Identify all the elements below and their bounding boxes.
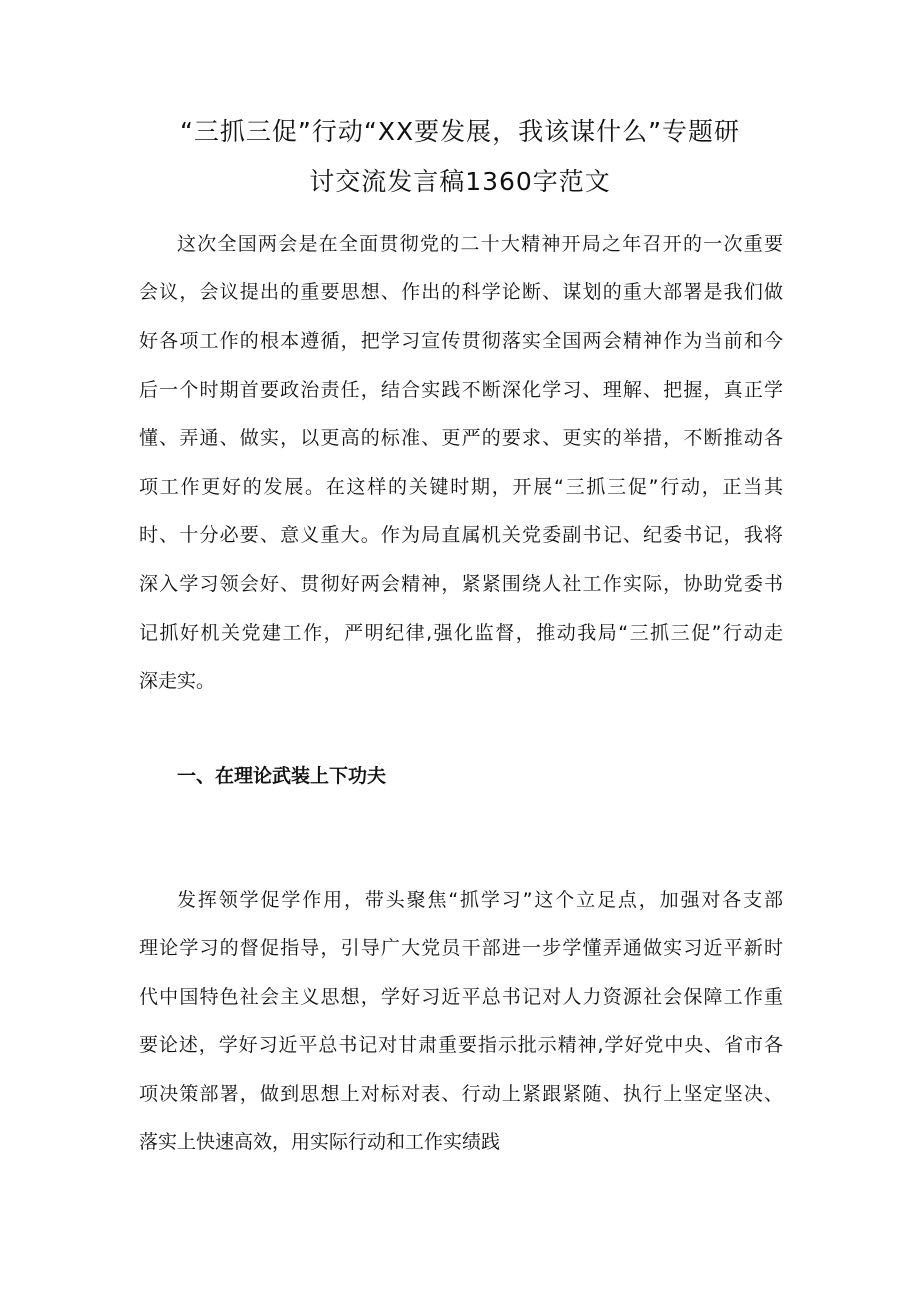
paragraph-line: 时、十分必要、意义重大。作为局直属机关党委副书记、纪委书记，我将 — [139, 524, 783, 546]
title-line-2: 讨交流发言稿1360字范文 — [309, 167, 611, 196]
paragraph-line: 项工作更好的发展。在这样的关键时期，开展“三抓三促”行动，正当其 — [139, 476, 783, 498]
paragraph-line: 落实上快速高效，用实际行动和工作实绩践 — [139, 1131, 501, 1153]
paragraph-line: 这次全国两会是在全面贯彻党的二十大精神开局之年召开的一次重要 — [177, 233, 783, 255]
paragraph-line: 会议，会议提出的重要思想、作出的科学论断、谋划的重大部署是我们做 — [139, 281, 783, 303]
paragraph-line: 好各项工作的根本遵循，把学习宣传贯彻落实全国两会精神作为当前和今 — [139, 330, 783, 352]
paragraph-line: 深入学习领会好、贯彻好两会精神，紧紧围绕人社工作实际，协助党委书 — [139, 573, 783, 595]
paragraph-line: 要论述，学好习近平总书记对甘肃重要指示批示精神,学好党中央、省市各 — [139, 1034, 783, 1056]
paragraph-line: 发挥领学促学作用，带头聚焦“抓学习”这个立足点，加强对各支部 — [177, 889, 783, 911]
paragraph-line: 代中国特色社会主义思想，学好习近平总书记对人力资源社会保障工作重 — [139, 986, 783, 1008]
title-line-1: “三抓三促”行动“XX要发展，我该谋什么”专题研 — [179, 117, 741, 146]
paragraph-line: 后一个时期首要政治责任，结合实践不断深化学习、理解、把握，真正学 — [139, 379, 783, 401]
paragraph-line: 项决策部署，做到思想上对标对表、行动上紧跟紧随、执行上坚定坚决、 — [139, 1083, 783, 1105]
paragraph-line: 理论学习的督促指导，引导广大党员干部进一步学懂弄通做实习近平新时 — [139, 937, 783, 959]
paragraph-line: 懂、弄通、做实，以更高的标准、更严的要求、更实的举措，不断推动各 — [139, 427, 783, 449]
section-heading: 一、在理论武装上下功夫 — [177, 765, 387, 787]
paragraph-line: 记抓好机关党建工作，严明纪律,强化监督，推动我局“三抓三促”行动走 — [139, 622, 783, 644]
paragraph-line: 深走实。 — [139, 670, 216, 692]
